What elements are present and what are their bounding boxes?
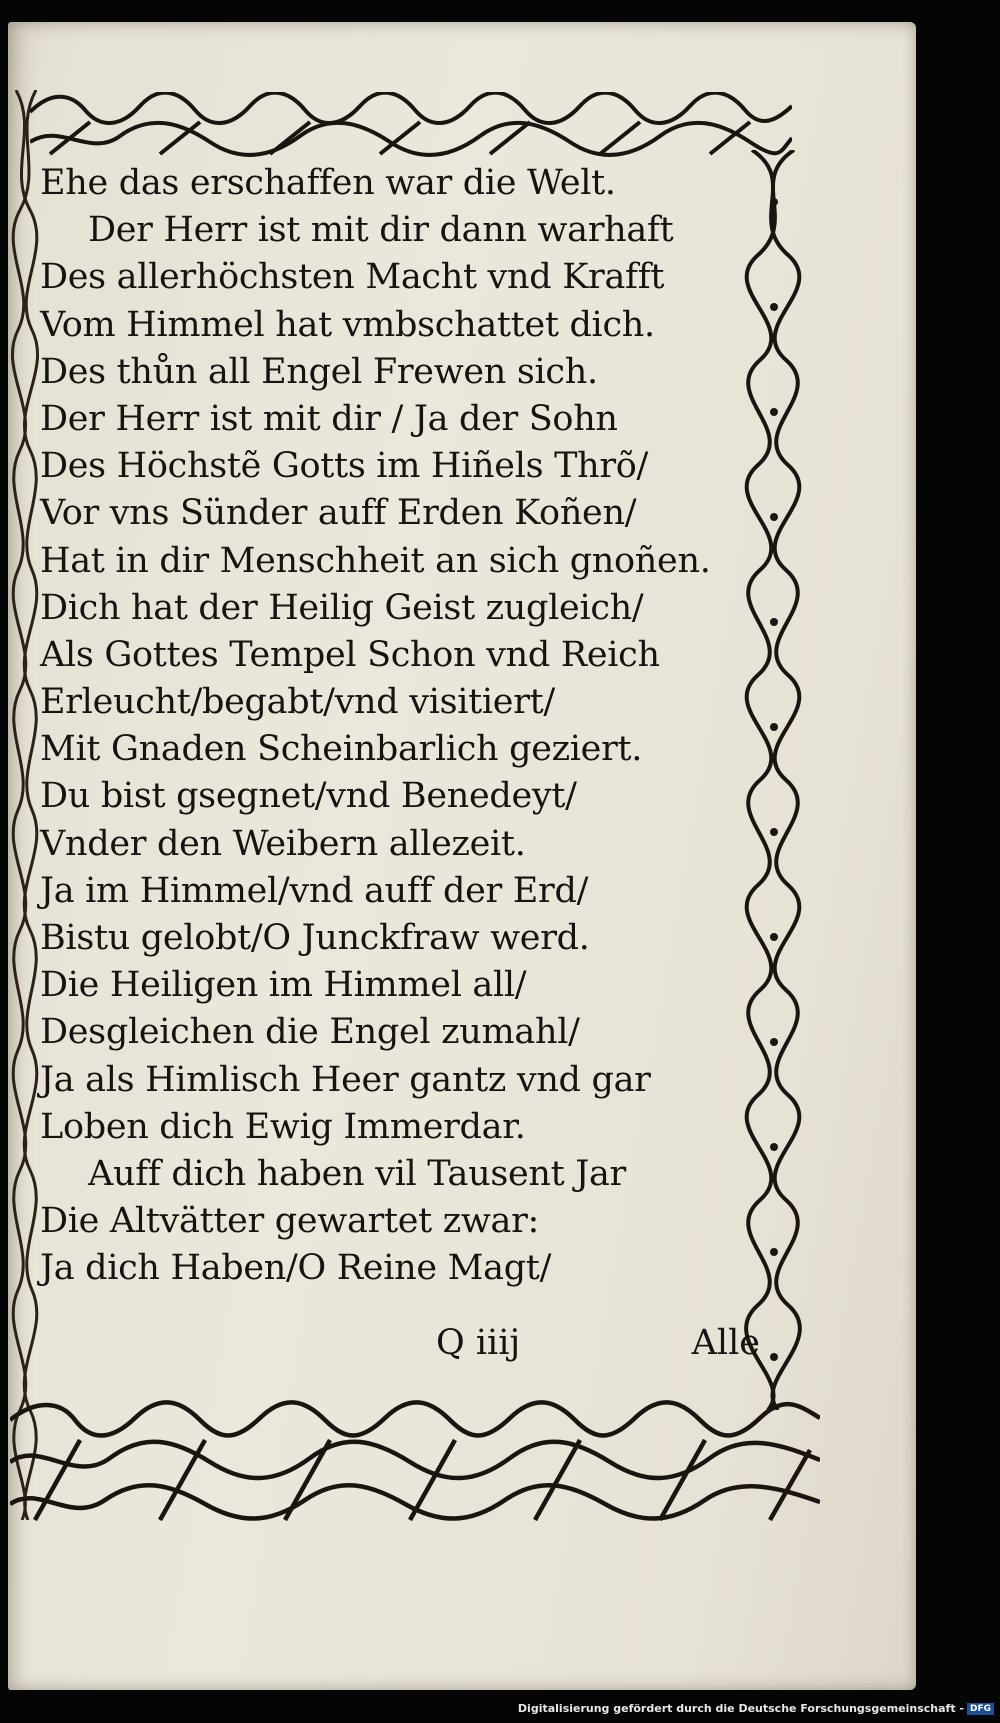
text-line: Du bist gsegnet/vnd Benedeyt/: [40, 776, 577, 817]
text-line: Erleucht/begabt/vnd visitiert/: [40, 682, 555, 723]
text-line: Des allerhöchsten Macht vnd Krafft: [40, 257, 665, 298]
text-line: Ehe das erschaffen war die Welt.: [40, 163, 616, 203]
top-ornament-border: [30, 92, 792, 160]
text-line: Vom Himmel hat vmbschattet dich.: [40, 304, 655, 345]
text-line: Der Herr ist mit dir / Ja der Sohn: [40, 398, 618, 439]
signature-row: [40, 1323, 760, 1373]
text-line: Als Gottes Tempel Schon vnd Reich: [40, 634, 660, 675]
dfg-logo: DFG: [967, 1703, 994, 1715]
text-line: Desgleichen die Engel zumahl/: [40, 1012, 580, 1053]
text-line: Ja dich Haben/O Reine Magt/: [40, 1248, 552, 1289]
text-line: Des Höchstẽ Gotts im Hiñels Thrõ/: [40, 446, 649, 487]
credit-text: Digitalisierung gefördert durch die Deutsche Forschungsgemeinschaft -: [517, 1702, 964, 1715]
text-line: Ja im Himmel/vnd auff der Erd/: [40, 870, 589, 911]
bottom-ornament-border: [10, 1400, 820, 1530]
digitization-credit: [518, 1702, 994, 1715]
text-line: Die Heiligen im Himmel all/: [40, 965, 527, 1006]
text-line: Auff dich haben vil Tausent Jar: [88, 1153, 626, 1194]
right-ornament-border: [738, 150, 810, 1410]
text-line: Ja als Himlisch Heer gantz vnd gar: [40, 1059, 651, 1100]
text-line: Die Altvätter gewartet zwar:: [40, 1201, 539, 1242]
text-line: Mit Gnaden Scheinbarlich geziert.: [40, 729, 643, 770]
text-line: Vor vns Sünder auff Erden Koñen/: [40, 493, 637, 534]
catchword: Alle: [691, 1323, 760, 1363]
text-line: Der Herr ist mit dir dann warhaft: [88, 210, 674, 251]
text-line: Hat in dir Menschheit an sich gnoñen.: [40, 540, 711, 581]
text-line: Vnder den Weibern allezeit.: [40, 823, 526, 864]
text-line: Dich hat der Heilig Geist zugleich/: [40, 587, 644, 628]
signature-mark: Q iiij: [436, 1323, 521, 1363]
text-line: Loben dich Ewig Immerdar.: [40, 1106, 526, 1147]
text-line: Des thůn all Engel Frewen sich.: [40, 351, 598, 392]
verse-text: [40, 160, 740, 1293]
text-line: Bistu gelobt/O Junckfraw werd.: [40, 918, 590, 958]
